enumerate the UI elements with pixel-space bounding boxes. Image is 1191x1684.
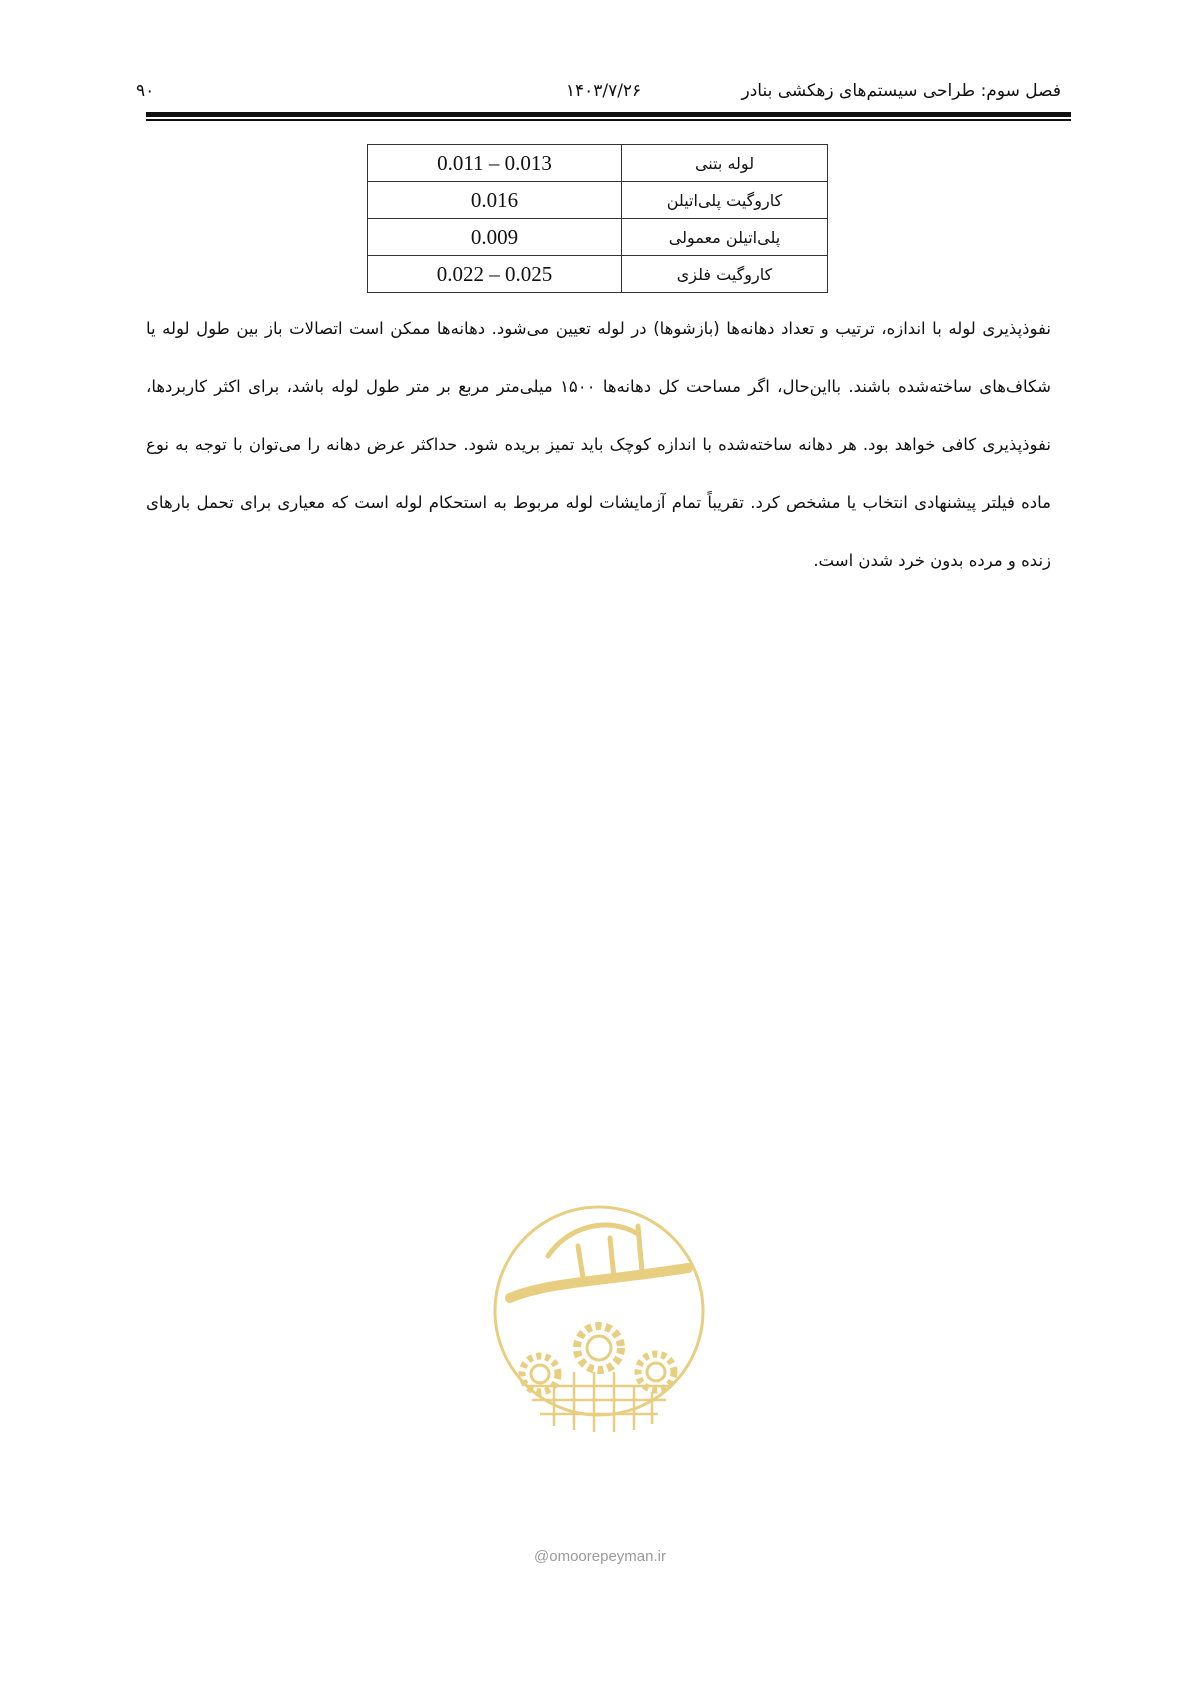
header-rule-thick [146, 112, 1071, 117]
table-row [368, 256, 828, 293]
page-number: ۹۰ [136, 81, 155, 101]
chapter-title: فصل سوم: طراحی سیستم‌های زهکشی بنادر [741, 81, 1061, 101]
table-cell-value: 0.011 – 0.013 [368, 145, 622, 182]
body-paragraph: نفوذپذیری لوله با اندازه، ترتیب و تعداد دهانه‌ها (بازشوها) در لوله تعیین می‌شود. دهانه‌ها ممکن است اتصالات باز بین طول لوله یا شکاف‌های ساخته‌شده باشند. بااین‌حال، اگر مساحت کل دهانه‌ها ۱۵۰۰ میلی‌متر مربع بر متر طول لوله باشد، برای اکثر کاربردها، نفوذپذیری کافی خواهد بود. هر دهانه ساخته‌شده با اندازه کوچک باید تمیز بریده شود. حداکثر عرض دهانه را می‌توان با توجه به نوع ماده فیلتر پیشنهادی انتخاب یا مشخص کرد. تقریباً تمام آزمایشات لوله مربوط به استحکام لوله است که معیاری برای تحمل بارهای زنده و مرده بدون خرد شدن است. [146, 319, 1051, 570]
header-date: ۱۴۰۳/۷/۲۶ [565, 81, 642, 101]
table-cell-material: کاروگیت پلی‌اتیلن [622, 182, 828, 219]
roughness-table [367, 144, 828, 293]
table-cell-value: 0.016 [368, 182, 622, 219]
table-row [368, 182, 828, 219]
table-cell-value: 0.022 – 0.025 [368, 256, 622, 293]
table-cell-material: لوله بتنی [622, 145, 828, 182]
table-cell-material: پلی‌اتیلن معمولی [622, 219, 828, 256]
watermark-website: @omoorepeyman.ir [534, 1548, 666, 1565]
table-cell-material: کاروگیت فلزی [622, 256, 828, 293]
table-row [368, 145, 828, 182]
table-cell-value: 0.009 [368, 219, 622, 256]
watermark-logo [488, 1186, 710, 1436]
header-rule-thin [146, 119, 1071, 121]
page-header [136, 76, 1061, 106]
table-row [368, 219, 828, 256]
